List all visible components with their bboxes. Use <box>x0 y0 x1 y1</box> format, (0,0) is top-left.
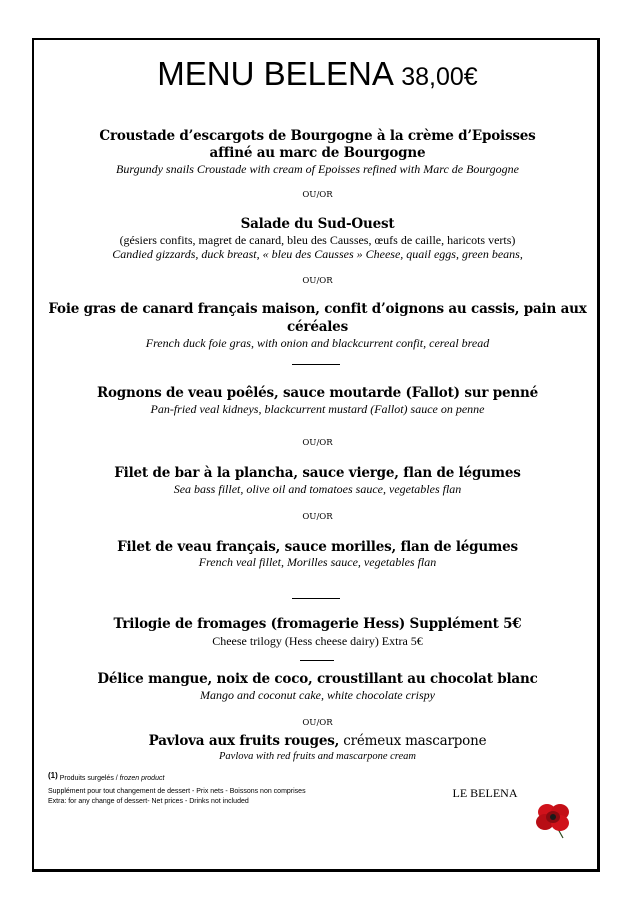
starter-2-title: Salade du Sud-Ouest <box>240 216 395 232</box>
cheese-title: Trilogie de fromages (fromagerie Hess) Supplément 5€ <box>113 616 522 632</box>
or-separator-2: OU/OR <box>302 276 333 286</box>
starter-1-translation: Burgundy snails Croustade with cream of Epoisses refined with Marc de Bourgogne <box>116 162 519 176</box>
footnote-frozen-en: frozen product <box>117 775 165 782</box>
main-3-title: Filet de veau français, sauce morilles, flan de légumes <box>117 539 518 555</box>
main-1-translation: Pan-fried veal kidneys, blackcurrent mustard (Fallot) sauce on penne <box>150 402 485 416</box>
or-separator-5: OU/OR <box>302 718 333 728</box>
dessert-2-translation: Pavlova with red fruits and mascarpone cream <box>219 751 416 762</box>
starter-3-title-line2: céréales <box>287 319 348 335</box>
footnote-line-2: Supplément pour tout changement de dessert - Prix nets - Boissons non comprises <box>48 788 306 795</box>
dessert-2-title-bold: Pavlova aux fruits rouges, <box>148 733 340 749</box>
footnote-frozen-fr: Produits surgelés / <box>59 775 118 782</box>
dessert-1-title: Délice mangue, noix de coco, croustillant au chocolat blanc <box>97 671 538 687</box>
dessert-1-translation: Mango and coconut cake, white chocolate crispy <box>200 688 435 702</box>
or-separator-1: OU/OR <box>302 190 333 200</box>
footnote-line-1 <box>48 771 164 784</box>
menu-price: 38,00€ <box>401 63 478 91</box>
or-separator-3: OU/OR <box>302 438 333 448</box>
starter-2-translation: Candied gizzards, duck breast, « bleu des Causses » Cheese, quail eggs, green beans, <box>112 247 523 261</box>
main-2-title: Filet de bar à la plancha, sauce vierge, flan de légumes <box>114 465 521 481</box>
menu-title <box>0 56 635 95</box>
footnote-line-3: Extra: for any change of dessert- Net prices - Drinks not included <box>48 798 249 805</box>
section-divider-2 <box>292 598 340 599</box>
footnote-marker: (1) <box>48 771 58 780</box>
starter-3-translation: French duck foie gras, with onion and blackcurrent confit, cereal bread <box>145 336 490 350</box>
poppy-flower-icon <box>533 800 573 840</box>
dessert-2-title <box>40 732 595 750</box>
starter-3-title-line1: Foie gras de canard français maison, confit d’oignons au cassis, pain aux <box>48 301 587 317</box>
section-divider-3 <box>300 660 334 661</box>
restaurant-signature: LE BELENA <box>452 786 518 800</box>
main-1-title: Rognons de veau poêlés, sauce moutarde (Fallot) sur penné <box>96 385 538 401</box>
starter-1-title-line2: affiné au marc de Bourgogne <box>209 145 426 161</box>
or-separator-4: OU/OR <box>302 512 333 522</box>
cheese-translation: Cheese trilogy (Hess cheese dairy) Extra 5€ <box>212 634 423 648</box>
section-divider-1 <box>292 364 340 365</box>
dessert-2-title-normal: crémeux mascarpone <box>339 733 487 749</box>
menu-name: MENU BELENA <box>157 55 393 92</box>
starter-1-title-line1: Croustade d’escargots de Bourgogne à la crème d’Epoisses <box>99 128 536 144</box>
main-2-translation: Sea bass fillet, olive oil and tomatoes sauce, vegetables flan <box>173 482 462 496</box>
main-3-translation: French veal fillet, Morilles sauce, vegetables flan <box>198 555 437 569</box>
starter-2-detail: (gésiers confits, magret de canard, bleu des Causses, œufs de caille, haricots verts) <box>119 233 516 247</box>
